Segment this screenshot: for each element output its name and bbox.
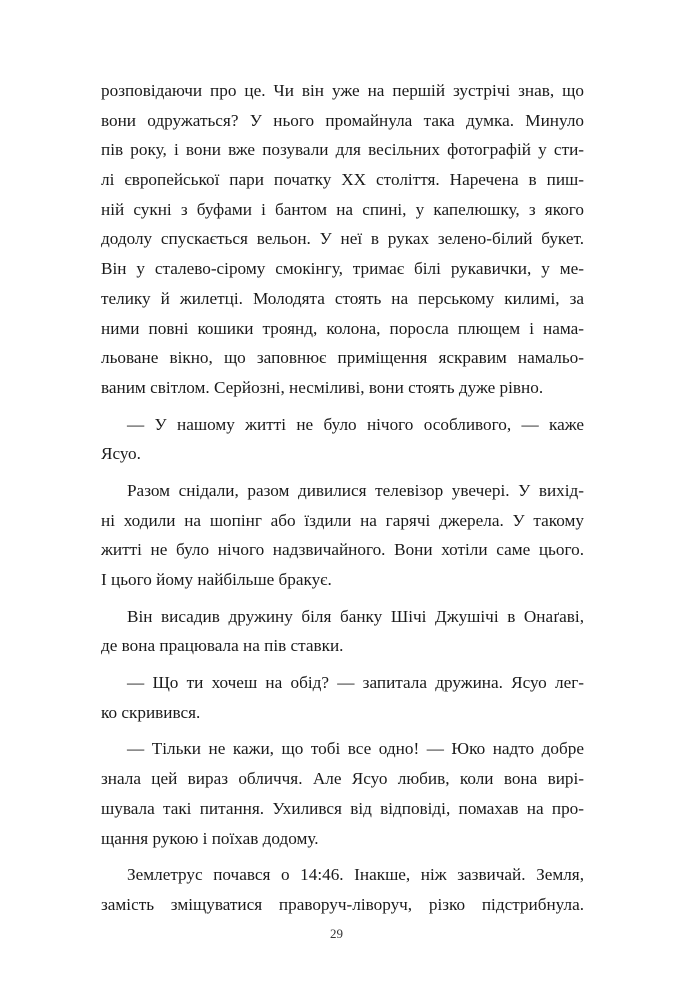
text-line: — Тільки не кажи, що тобі все одно! — Юко надто добре [127,739,584,759]
text-line: ними повні кошики троянд, колона, поросла плющем і нама- [101,318,584,338]
text-line: ко скривився. [101,702,201,722]
paragraph-bank [101,602,584,661]
text-line: де вона працювала на пів ставки. [101,636,344,656]
text-line: знала цей вираз обличчя. Але Ясуо любив, коли вона вирі- [101,769,584,789]
paragraph-dialogue-1 [101,410,584,469]
text-line: Землетрус почався о 14:46. Інакше, ніж зазвичай. Земля, [127,865,584,885]
text-line: житті не було нічого надзвичайного. Вони хотіли саме цього. [101,540,584,560]
page-number: 29 [330,926,343,941]
text-line: лі європейської пари початку XX століття. Наречена в пиш- [101,170,584,190]
text-line: щання рукою і поїхав додому. [101,828,319,848]
text-line: ній сукні з буфами і бантом на спині, у капелюшку, з якого [101,199,584,219]
text-line: льоване вікно, що заповнює приміщення яскравим намальо- [101,348,584,368]
text-line: ваним світлом. Серйозні, несміливі, вони стоять дуже рівно. [101,377,544,397]
text-line: Разом снідали, разом дивилися телевізор увечері. У вихід- [127,480,584,500]
text-line: Він висадив дружину біля банку Шічі Джушічі в Онаґаві, [127,606,584,626]
paragraph-wedding [101,76,584,403]
text-line: пів року, і вони вже позували для весільних фотографій у сти- [101,140,584,160]
text-line: — Що ти хочеш на обід? — запитала дружина. Ясуо лег- [127,673,584,693]
text-line: телику й жилетці. Молодята стоять на перському килимі, за [101,288,584,308]
body-text [101,76,584,927]
paragraph-earthquake [101,860,584,919]
text-line: Ясуо. [101,444,141,464]
text-line: розповідаючи про це. Чи він уже на першій зустрічі знав, що [101,81,584,100]
text-line: додолу спускається вельон. У неї в руках зелено-білий букет. [101,229,584,249]
text-line: — У нашому житті не було нічого особливого, — каже [127,414,584,434]
text-line: ні ходили на шопінг або їздили на гарячі джерела. У такому [101,510,584,530]
paragraph-dialogue-2 [101,668,584,727]
text-line: замість зміщуватися праворуч-ліворуч, різко підстрибнула. [101,894,584,914]
text-line: шувала такі питання. Ухилився від відповіді, помахав на про- [101,798,584,818]
text-line: вони одружаться? У нього промайнула така думка. Минуло [101,110,584,130]
paragraph-dialogue-3 [101,734,584,853]
text-line: Він у сталево-сірому смокінгу, тримає білі рукавички, у ме- [101,259,584,279]
paragraph-ordinary-life [101,476,584,595]
text-line: І цього йому найбільше бракує. [101,570,332,589]
